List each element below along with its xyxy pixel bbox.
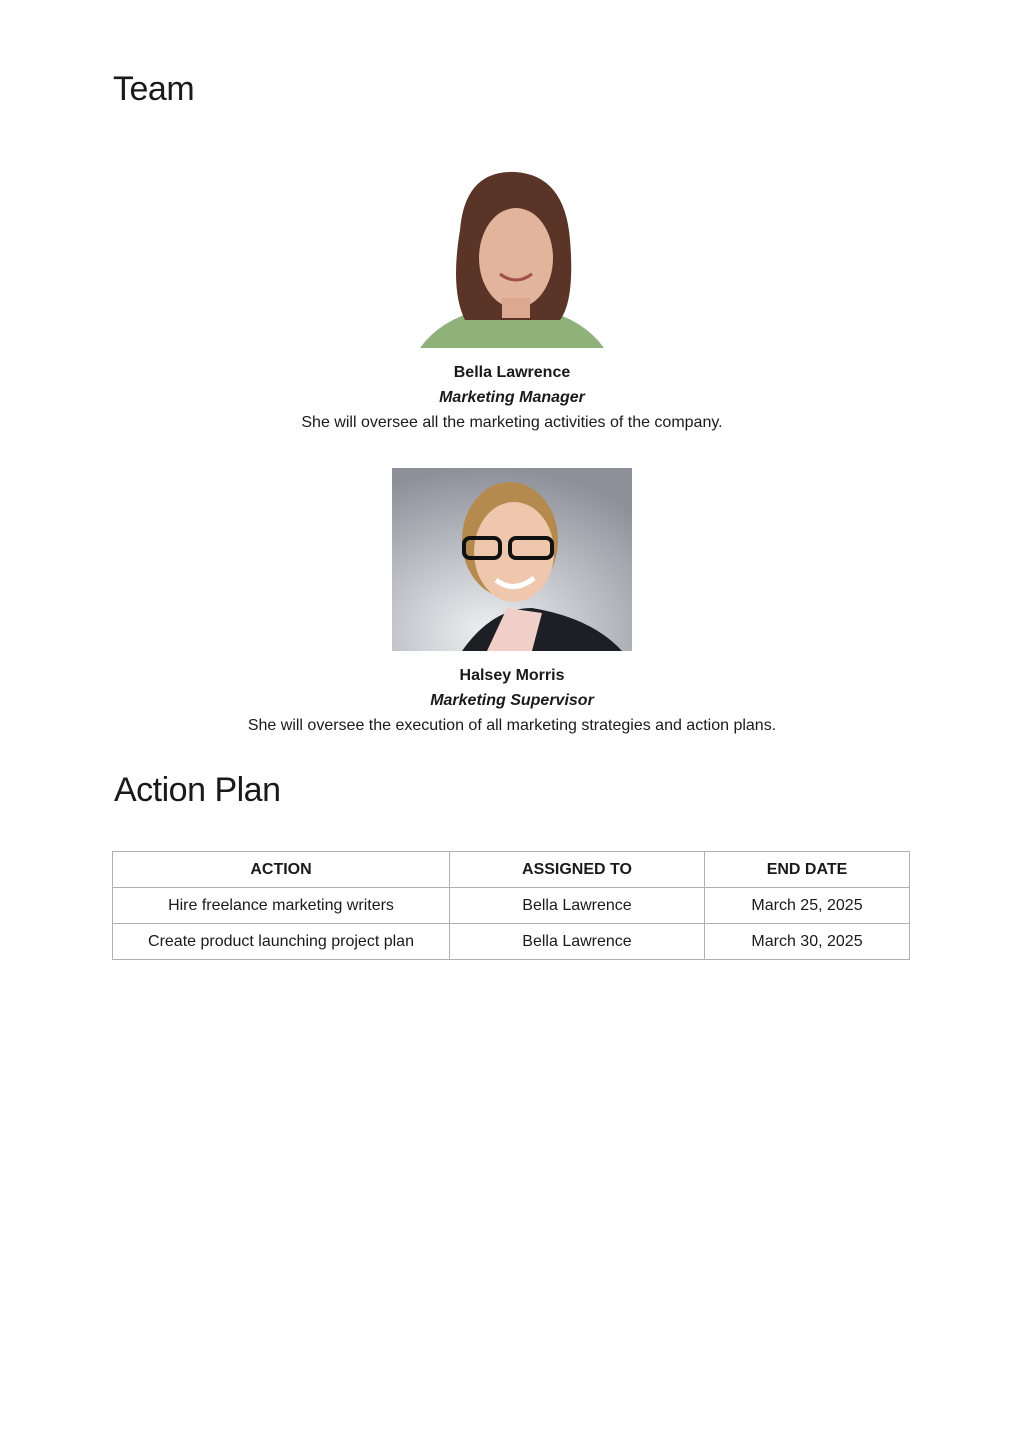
assigned-to-cell: Bella Lawrence	[450, 888, 705, 924]
member-photo	[420, 170, 604, 348]
assigned-to-cell: Bella Lawrence	[450, 924, 705, 960]
table-header-row	[113, 852, 910, 888]
column-header: ASSIGNED TO	[450, 852, 705, 888]
member-description: She will oversee the execution of all marketing strategies and action plans.	[247, 717, 777, 734]
member-role: Marketing Manager	[439, 389, 585, 406]
member-description: She will oversee all the marketing activities of the company.	[301, 414, 723, 431]
action-plan-heading: Action Plan	[114, 771, 281, 809]
column-header: ACTION	[113, 852, 450, 888]
action-cell: Hire freelance marketing writers	[113, 888, 450, 924]
end-date-cell: March 30, 2025	[705, 924, 910, 960]
action-plan-table	[112, 851, 910, 960]
table-row	[113, 888, 910, 924]
member-photo	[392, 468, 632, 651]
end-date-cell: March 25, 2025	[705, 888, 910, 924]
team-member-card	[0, 468, 1024, 738]
team-heading: Team	[113, 70, 195, 108]
table-row	[113, 924, 910, 960]
member-name: Halsey Morris	[459, 667, 565, 684]
member-role: Marketing Supervisor	[430, 692, 594, 709]
member-name: Bella Lawrence	[453, 364, 571, 381]
action-cell: Create product launching project plan	[113, 924, 450, 960]
column-header: END DATE	[705, 852, 910, 888]
team-member-card	[0, 170, 1024, 435]
